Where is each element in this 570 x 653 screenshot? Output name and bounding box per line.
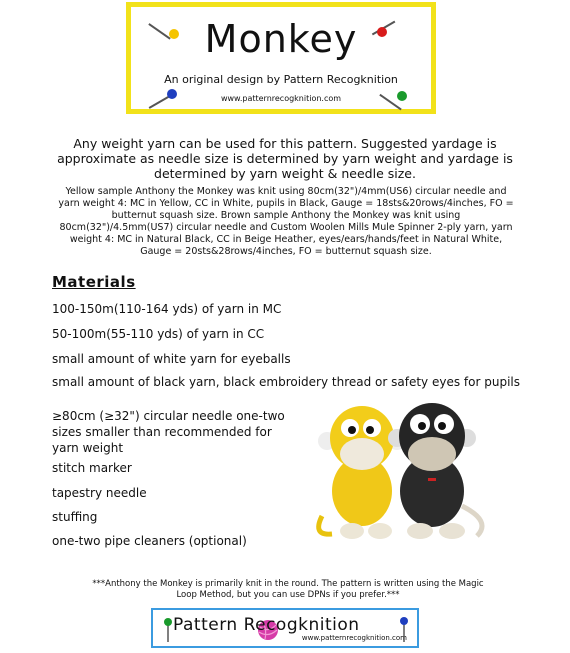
materials-item: tapestry needle xyxy=(52,486,147,500)
materials-item: one-two pipe cleaners (optional) xyxy=(52,534,247,548)
sample-description: Yellow sample Anthony the Monkey was knit using 80cm(32")/4mm(US6) circular needle and yarn weight 4: MC in Yellow, CC in White, pupils in Black, Gauge = 18sts&20rows/4inches, FO = butternut squash size. Brown sample Anthony the Monkey was knit using 80cm(32")/4.5mm(US7) circular needle and Custom Woolen Mills Mule Spinner 2-ply yarn, yarn weight 4: MC in Natural Black, CC in Beige Heather, eyes/ears/hands/feet in Natural White, Gauge = 20sts&28rows/4inches, FO = butternut squash size. xyxy=(58,186,514,257)
black-monkey xyxy=(388,403,482,539)
page-title: Monkey xyxy=(204,17,358,61)
materials-item: 100-150m(110-164 yds) of yarn in MC xyxy=(52,302,282,316)
pin-icon xyxy=(163,618,173,642)
footer-note: ***Anthony the Monkey is primarily knit in the round. The pattern is written using the Magic Loop Method, but you can use DPNs if you prefer.*** xyxy=(92,579,484,600)
monkey-photo xyxy=(302,396,502,542)
footer-url: www.patternrecogknition.com xyxy=(301,634,407,642)
pin-icon xyxy=(399,616,409,642)
subtitle: An original design by Pattern Recogknition xyxy=(164,73,398,86)
title-box xyxy=(126,2,436,114)
materials-item: 50-100m(55-110 yds) of yarn in CC xyxy=(52,327,265,341)
website-url: www.patternrecogknition.com xyxy=(220,94,342,103)
brand-name: Pattern Recogknition xyxy=(173,615,360,635)
materials-item: ≥80cm (≥32") circular needle one-two sizes smaller than recommended for yarn weight xyxy=(52,409,285,455)
materials-item: small amount of black yarn, black embroidery thread or safety eyes for pupils xyxy=(52,375,520,389)
materials-item: stuffing xyxy=(52,510,98,524)
footer-logo xyxy=(151,608,419,648)
yellow-monkey xyxy=(318,406,406,539)
materials-item: small amount of white yarn for eyeballs xyxy=(52,352,291,366)
materials-heading: Materials xyxy=(52,273,136,291)
intro-text: Any weight yarn can be used for this pattern. Suggested yardage is approximate as needle size is determined by yarn weight and yardage is determined by yarn weight & needle size. xyxy=(57,136,513,181)
materials-item: stitch marker xyxy=(52,461,132,475)
